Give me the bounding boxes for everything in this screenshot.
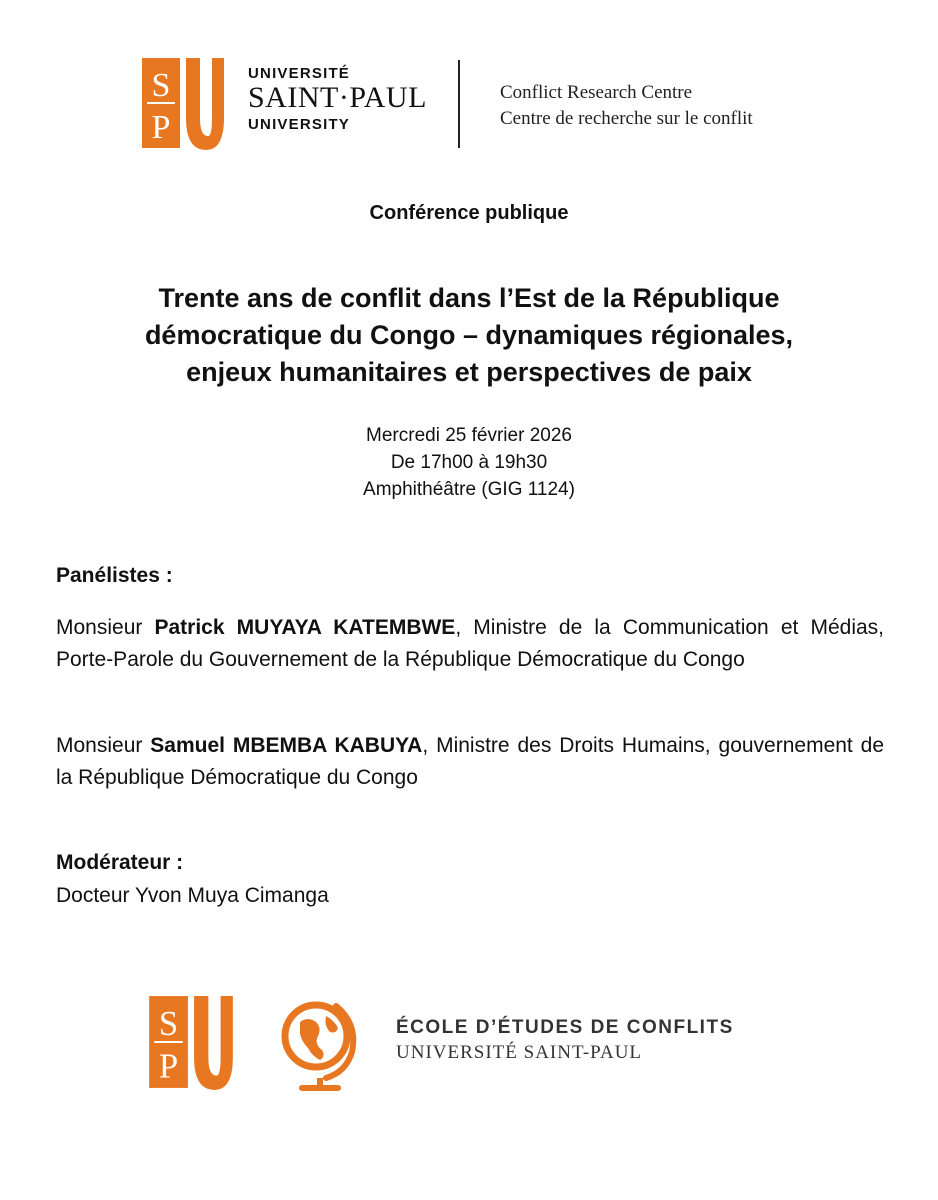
panelist-role: , Ministre des Droits Humains, gouvernement de la République Démocratique du Congo [56,734,885,789]
footer-logo-letter-p: P [158,1046,179,1086]
panelist-entry [56,612,884,676]
research-centre-name [500,80,753,132]
title-line: enjeux humanitaires et perspectives de paix [186,357,752,387]
logo-letter-p: P [151,109,171,146]
panelist-role: , Ministre de la Communication et Médias, Porte-Parole du Gouvernement de la République Démocratique du Congo [56,616,885,671]
centre-name-en: Conflict Research Centre [500,82,693,103]
event-location: Amphithéâtre (GIG 1124) [363,479,575,500]
school-line2: UNIVERSITÉ SAINT-PAUL [396,1042,643,1063]
event-title [0,280,938,391]
event-date: Mercredi 25 février 2026 [366,425,572,446]
university-line1: UNIVERSITÉ [248,65,351,82]
event-details [0,422,938,503]
panelist-entry [56,730,884,794]
university-name [248,66,427,132]
globe-icon [272,994,368,1094]
saint-paul-logo [140,56,226,152]
moderator-label: Modérateur : [56,851,184,874]
header-divider [458,60,460,148]
school-name [396,1018,734,1062]
school-line1: ÉCOLE D’ÉTUDES DE CONFLITS [396,1017,734,1038]
panelist-name: Samuel MBEMBA KABUYA [150,734,423,757]
footer-logo-letter-s: S [158,1003,179,1043]
panelists-label: Panélistes : [56,564,173,587]
title-line: démocratique du Congo – dynamiques régionales, [144,320,794,350]
conference-type: Conférence publique [369,202,569,224]
saint-paul-footer-logo [146,994,236,1092]
moderator-name: Docteur Yvon Muya Cimanga [56,884,329,907]
university-line2: SAINT·PAUL [248,81,427,114]
panelist-prefix: Monsieur [56,734,151,757]
title-line: Trente ans de conflit dans l’Est de la République [158,283,780,313]
logo-letter-s: S [151,67,171,104]
event-time: De 17h00 à 19h30 [390,452,548,473]
university-line3: UNIVERSITY [248,116,351,133]
centre-name-fr: Centre de recherche sur le conflit [500,108,753,129]
panelist-name: Patrick MUYAYA KATEMBWE [154,616,456,639]
panelist-prefix: Monsieur [56,616,155,639]
